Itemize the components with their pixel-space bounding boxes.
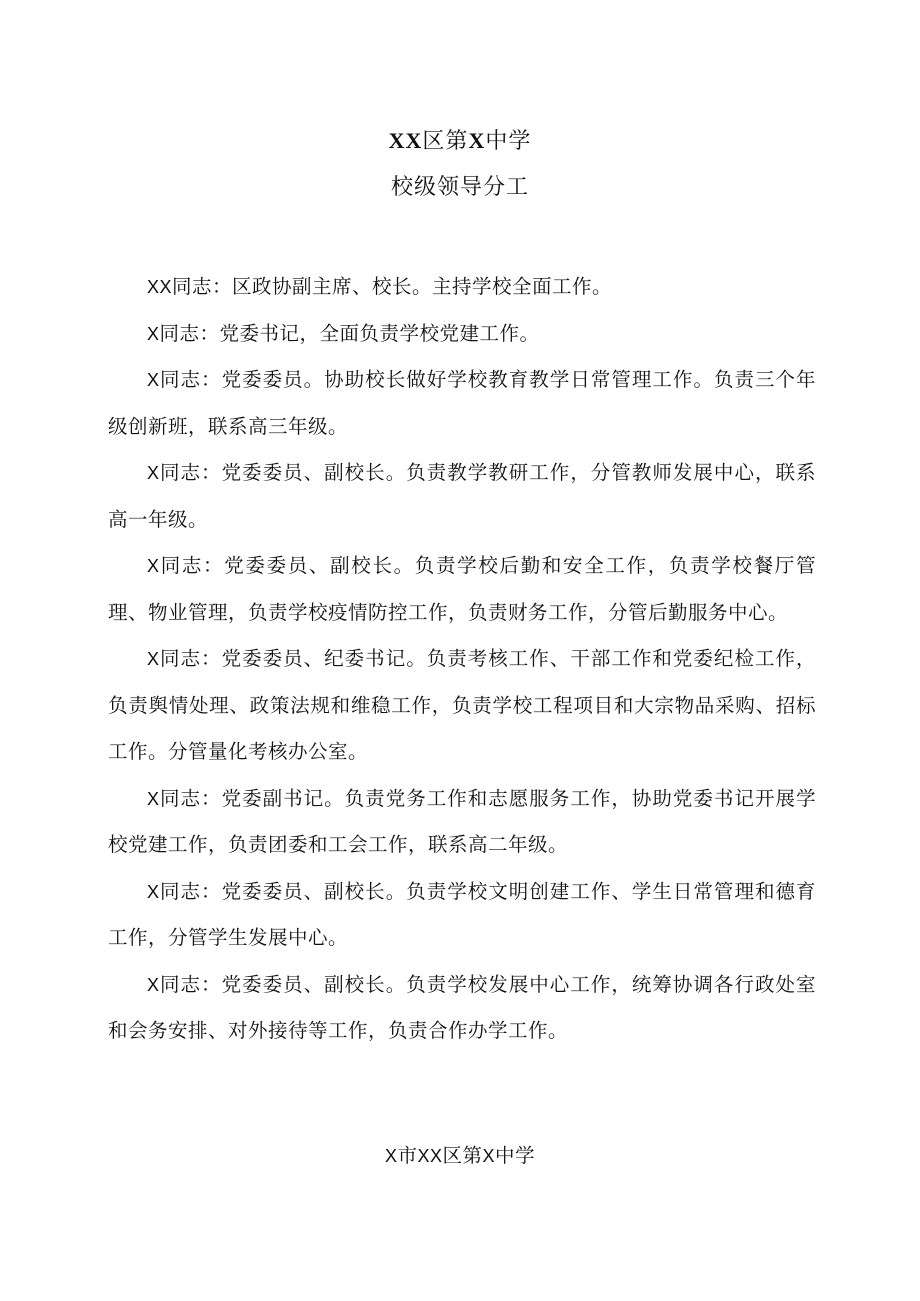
- duty-paragraph: [108, 869, 816, 962]
- leader-name: X: [147, 370, 160, 390]
- duty-text: 同志：党委委员、副校长。负责学校文明创建工作、学生日常管理和德育工作，分管学生发展中心。: [108, 879, 816, 949]
- footer-district: 区第: [442, 1144, 483, 1167]
- duty-text: 同志：区政协副主席、校长。主持学校全面工作。: [172, 275, 613, 298]
- duty-paragraph: [108, 450, 816, 543]
- leader-name: XX: [147, 277, 173, 297]
- duties-list: [108, 264, 816, 1055]
- footer-city: 市: [397, 1144, 418, 1167]
- title-prefix: XX: [388, 128, 423, 153]
- leader-name: X: [147, 788, 160, 809]
- duty-paragraph: [108, 543, 816, 636]
- leader-name: X: [147, 463, 160, 483]
- duty-text: 同志：党委委员、副校长。负责学校发展中心工作，统筹协调各行政处室和会务安排、对外接待等工作，负责合作办学工作。: [108, 972, 816, 1042]
- duty-text: 同志：党委委员。协助校长做好学校教育教学日常管理工作。负责三个年级创新班，联系高三年级。: [108, 368, 816, 438]
- duty-paragraph: [108, 357, 816, 450]
- title-mid: 区第: [422, 129, 469, 154]
- title-block: [0, 118, 920, 211]
- leader-name: X: [147, 974, 160, 995]
- duty-text: 同志：党委副书记。负责党务工作和志愿服务工作，协助党委书记开展学校党建工作，负责团委和工会工作，联系高二年级。: [108, 786, 816, 856]
- footer-school: 中学: [495, 1144, 536, 1167]
- leader-name: X: [147, 556, 160, 576]
- leader-name: X: [147, 649, 160, 669]
- duty-paragraph: [108, 264, 816, 311]
- issuer-signature: [0, 1136, 920, 1176]
- document-subtitle: 校级领导分工: [390, 175, 529, 200]
- leader-name: X: [147, 323, 160, 344]
- footer-x3: X: [482, 1146, 496, 1166]
- duty-text: 同志：党委委员、副校长。负责教学教研工作，分管教师发展中心，联系高一年级。: [108, 461, 816, 531]
- footer-x1: X: [384, 1146, 398, 1166]
- title-x: X: [468, 128, 486, 153]
- duty-paragraph: [108, 311, 816, 358]
- duty-paragraph: [108, 962, 816, 1055]
- duty-text: 同志：党委委员、纪委书记。负责考核工作、干部工作和党委纪检工作，负责舆情处理、政策法规和维稳工作，负责学校工程项目和大宗物品采购、招标工作。分管量化考核办公室。: [108, 647, 816, 763]
- footer-x2: XX: [417, 1146, 443, 1166]
- document-title: [0, 118, 920, 165]
- leader-name: X: [147, 881, 160, 902]
- title-suffix: 中学: [485, 129, 532, 154]
- duty-paragraph: [108, 776, 816, 869]
- duty-paragraph: [108, 636, 816, 776]
- duty-text: 同志：党委委员、副校长。负责学校后勤和安全工作，负责学校餐厅管理、物业管理，负责学校疫情防控工作，负责财务工作，分管后勤服务中心。: [108, 554, 816, 624]
- duty-text: 同志：党委书记，全面负责学校党建工作。: [159, 321, 540, 345]
